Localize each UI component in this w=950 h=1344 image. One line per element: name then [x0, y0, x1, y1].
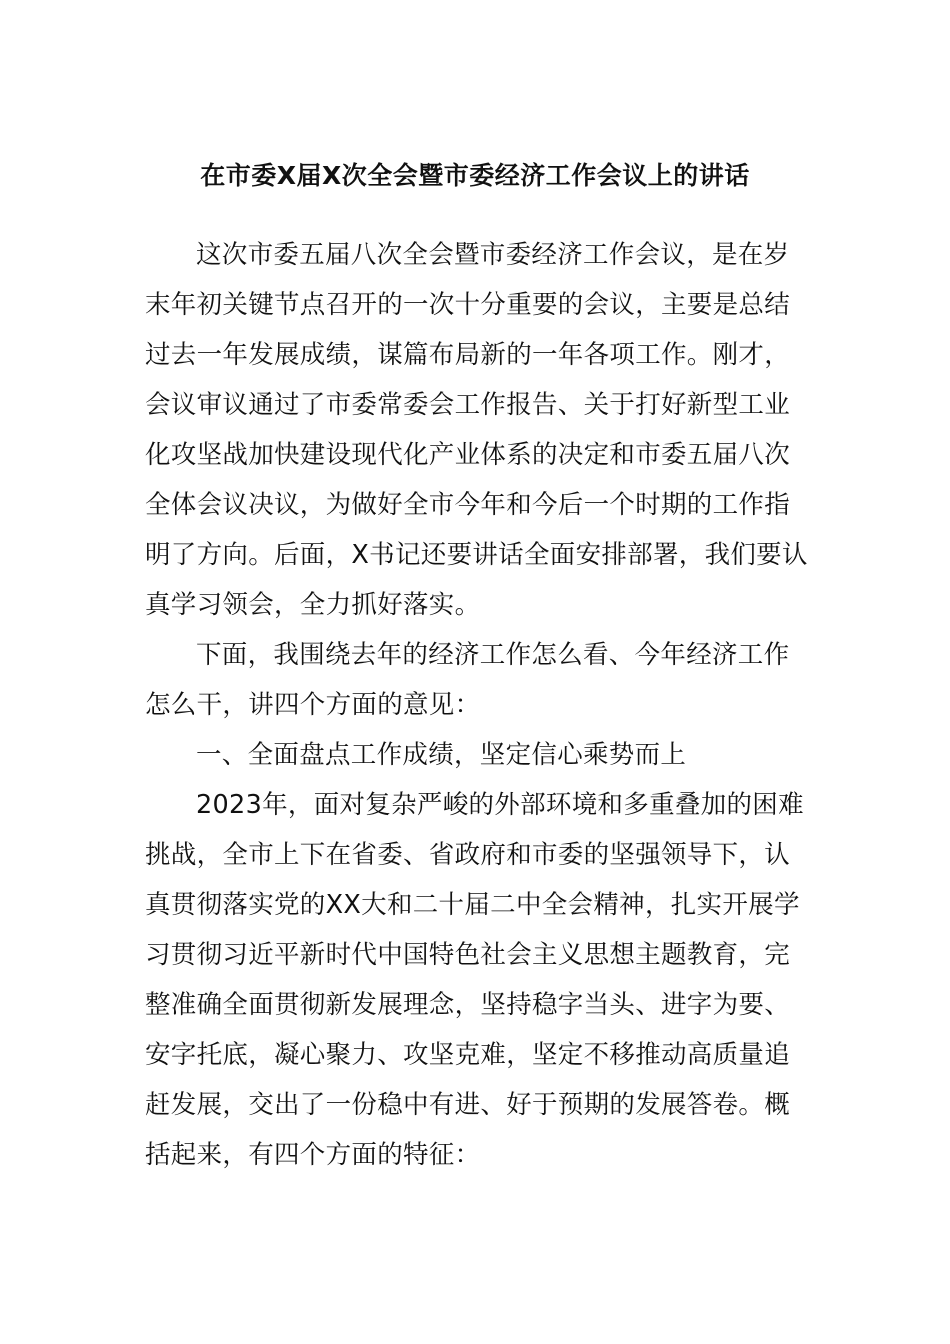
paragraph-line: 这次市委五届八次全会暨市委经济工作会议，是在岁	[196, 240, 790, 270]
paragraph-line: 挑战，全市上下在省委、省政府和市委的坚强领导下，认	[145, 840, 791, 870]
paragraph-line: 化攻坚战加快建设现代化产业体系的决定和市委五届八次	[145, 440, 791, 470]
paragraph-line: 括起来，有四个方面的特征：	[145, 1140, 481, 1170]
paragraph-line: 怎么干，讲四个方面的意见：	[145, 690, 481, 720]
section-heading: 一、全面盘点工作成绩，坚定信心乘势而上	[196, 740, 687, 770]
paragraph-line: 下面，我围绕去年的经济工作怎么看、今年经济工作	[196, 640, 790, 670]
document-title: 在市委X届X次全会暨市委经济工作会议上的讲话	[200, 161, 750, 190]
paragraph-line: 2023年，面对复杂严峻的外部环境和多重叠加的困难	[196, 790, 804, 820]
paragraph-line: 末年初关键节点召开的一次十分重要的会议，主要是总结	[145, 290, 791, 320]
paragraph-line: 真贯彻落实党的XX大和二十届二中全会精神，扎实开展学	[145, 890, 800, 920]
document-body	[145, 230, 815, 1180]
paragraph-line: 整准确全面贯彻新发展理念，坚持稳字当头、进字为要、	[145, 990, 791, 1020]
paragraph-line: 习贯彻习近平新时代中国特色社会主义思想主题教育，完	[145, 940, 791, 970]
paragraph-line: 真学习领会，全力抓好落实。	[145, 590, 481, 620]
paragraph-line: 会议审议通过了市委常委会工作报告、关于打好新型工业	[145, 390, 791, 420]
paragraph-line: 全体会议决议，为做好全市今年和今后一个时期的工作指	[145, 490, 791, 520]
paragraph-line: 明了方向。后面，X书记还要讲话全面安排部署，我们要认	[145, 540, 808, 570]
paragraph-line: 过去一年发展成绩，谋篇布局新的一年各项工作。刚才，	[145, 340, 791, 370]
paragraph-line: 赶发展，交出了一份稳中有进、好于预期的发展答卷。概	[145, 1090, 791, 1120]
paragraph-line: 安字托底，凝心聚力、攻坚克难，坚定不移推动高质量追	[145, 1040, 791, 1070]
